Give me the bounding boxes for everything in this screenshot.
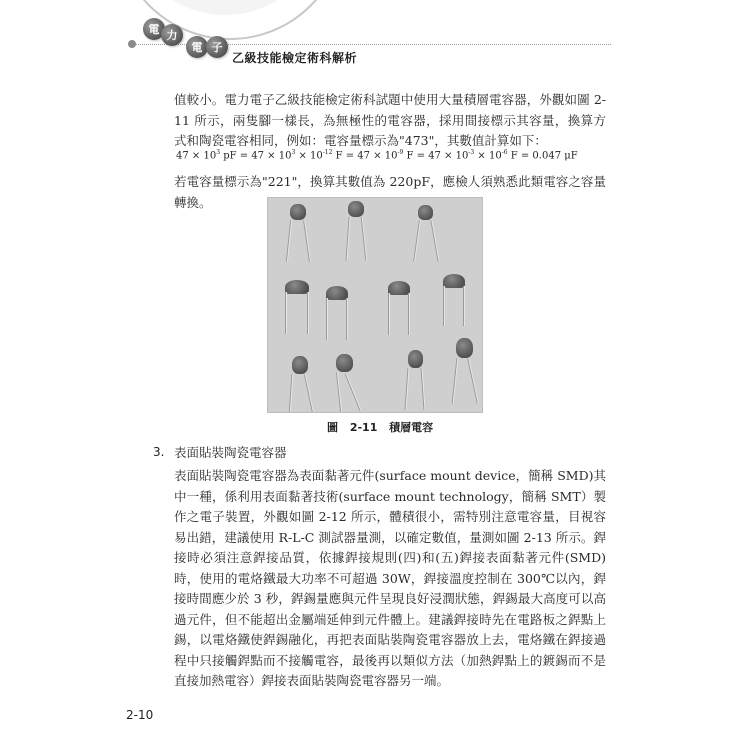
- section-title: 表面貼裝陶瓷電容器: [174, 445, 287, 460]
- header-bubble-3: 電: [186, 36, 208, 58]
- formula-exp: -6: [501, 149, 508, 156]
- formula-exp: -9: [397, 149, 404, 156]
- header-bubble-1: 電: [143, 18, 165, 40]
- formula-part: F = 47 × 10: [332, 150, 398, 162]
- formula-exp: 3: [291, 149, 296, 156]
- book-title: 乙級技能檢定術科解析: [232, 51, 358, 65]
- formula-exp: -12: [322, 149, 333, 156]
- formula-part: pF = 47 × 10: [220, 150, 292, 162]
- header-dot-icon: [128, 40, 136, 48]
- formula-part: × 10: [474, 150, 502, 162]
- header-bubble-2: 力: [161, 24, 183, 46]
- formula-exp: -3: [468, 149, 475, 156]
- figure-caption: 圖 2-11 積層電容: [327, 421, 434, 434]
- capacitor-photo: [267, 197, 483, 413]
- page-header: [0, 0, 750, 70]
- section-paragraph: 表面貼裝陶瓷電容器為表面黏著元件(surface mount device，簡稱 SMD)其中一種，係利用表面黏著技術(surface mount technology，簡稱 SMT）製作之電子裝置，外觀如圖 2-12 所示，體積很小，需特別注意電容量，目視容易出錯，建議使用 R-L-C 測試器量測，以確定數值，量測如圖 2-13 所示。銲接時必須注意銲接品質，依據銲接規則(四)和(五)銲接表面黏著元件(SMD)時，使用的電烙鐵最大功率不可超過 30W，銲接溫度控制在 300℃以內，銲接時間應少於 3 秒，銲錫量應與元件呈現良好浸潤狀態，銲錫最大高度可以高過元件，但不能超出金屬端延伸到元件體上。建議銲接時先在電路板之銲點上錫，以電烙鐵使銲錫融化，再把表面貼裝陶瓷電容器放上去，電烙鐵在銲接過程中只接觸銲點而不接觸電容，最後再以類似方法（加熱銲點上的鍍錫而不是直接加熱電容）銲接表面貼裝陶瓷電容器另一端。: [174, 468, 606, 688]
- intro-paragraph: 值較小。電力電子乙級技能檢定術科試題中使用大量積層電容器，外觀如圖 2-11 所示，兩隻腳一樣長，為無極性的電容器，採用間接標示其容量，換算方式和陶瓷電容相同，例如：電容量標示為"473"，其數值計算如下：: [174, 92, 606, 148]
- section-number: 3.: [153, 445, 165, 459]
- formula-part: F = 0.047 μF: [507, 150, 578, 162]
- conversion-note: 若電容量標示為"221"，換算其數值為 220pF，應檢人須熟悉此類電容之容量轉換。: [174, 174, 606, 210]
- formula-exp: 3: [216, 149, 221, 156]
- page-number: 2-10: [126, 708, 154, 722]
- formula-part: × 10: [295, 150, 323, 162]
- header-bubble-4: 子: [206, 36, 228, 58]
- formula-part: F = 47 × 10: [403, 150, 469, 162]
- formula-part: 47 × 10: [176, 150, 217, 162]
- capacitance-formula: [176, 149, 578, 161]
